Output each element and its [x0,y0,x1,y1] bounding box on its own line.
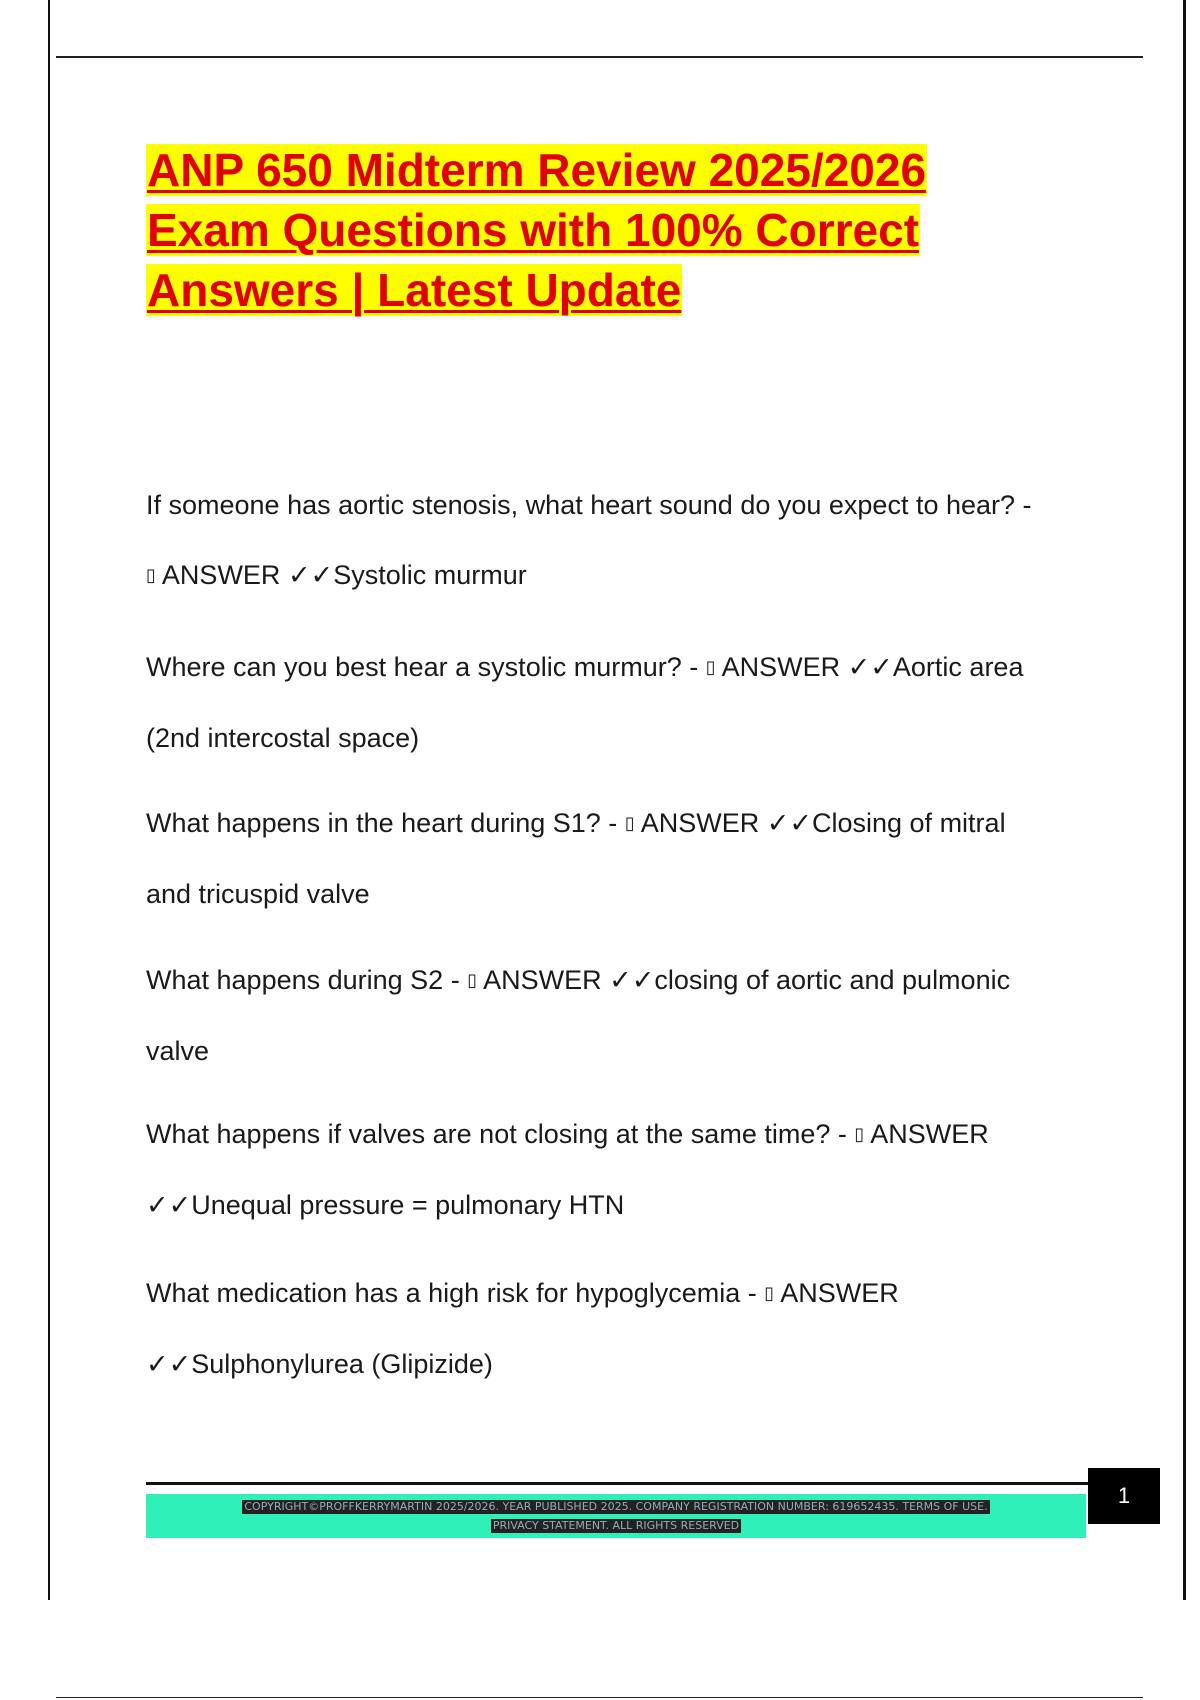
box-glyph-icon: ▯ [854,1124,865,1145]
answer-label: ANSWER [780,1278,899,1308]
question-text: What medication has a high risk for hypoglycemia - [146,1278,765,1308]
double-check-icon: ✓✓ [766,808,812,839]
page-left-border [48,0,50,1600]
qa-item-1 [146,470,1086,611]
answer-text: Aortic area [892,652,1024,682]
question-line [146,1099,1086,1170]
footer-rule [146,1482,1088,1485]
question-line [146,788,1086,859]
qa-item-2 [146,632,1086,773]
box-glyph-icon: ▯ [624,813,635,834]
answer-text: Sulphonylurea (Glipizide) [191,1349,493,1379]
double-check-icon: ✓✓ [146,1349,192,1380]
question-line [146,945,1086,1016]
top-rule [56,56,1143,58]
question-line [146,632,1086,703]
box-glyph-icon: ▯ [705,657,716,678]
qa-item-6 [146,1258,1086,1400]
answer-line [146,1170,1086,1241]
qa-item-5 [146,1099,1086,1241]
double-check-icon: ✓✓ [287,560,334,591]
answer-label: ANSWER [870,1119,989,1149]
answer-line [146,540,1086,611]
answer-label: ANSWER [721,652,848,682]
question-text: Where can you best hear a systolic murmur? - [146,652,706,682]
answer-continuation: valve [146,1036,210,1066]
page-right-border [1183,0,1186,1600]
copyright-banner [146,1494,1086,1538]
qa-item-4 [146,945,1086,1086]
title-line-2: Exam Questions with 100% Correct [147,204,920,256]
question-text: What happens during S2 - [146,965,468,995]
answer-continuation: and tricuspid valve [146,879,370,909]
answer-line [146,1329,1086,1400]
question-text: What happens if valves are not closing at the same time? - [146,1119,855,1149]
double-check-icon: ✓✓ [847,652,893,683]
bottom-rule [56,1697,1143,1698]
question-text: What happens in the heart during S1? - [146,808,625,838]
box-glyph-icon: ▯ [146,565,156,586]
answer-text: Unequal pressure = pulmonary HTN [191,1190,625,1220]
document-title [146,140,986,320]
question-line [146,1258,1086,1329]
answer-text: closing of aortic and pulmonic [654,965,1011,995]
answer-label: ANSWER [640,808,767,838]
page-number: 1 [1088,1468,1160,1524]
answer-text: Closing of mitral [812,808,1006,838]
box-glyph-icon: ▯ [764,1283,775,1304]
box-glyph-icon: ▯ [467,970,478,991]
title-line-3: Answers | Latest Update [147,264,682,316]
copyright-line-2: PRIVACY STATEMENT. ALL RIGHTS RESERVED [492,1519,740,1532]
answer-label: ANSWER [161,560,288,590]
answer-label: ANSWER [483,965,610,995]
title-line-1: ANP 650 Midterm Review 2025/2026 [147,144,927,196]
question-text: If someone has aortic stenosis, what heart sound do you expect to hear? - [146,490,1032,520]
copyright-line-1: COPYRIGHT©PROFFKERRYMARTIN 2025/2026. YEAR PUBLISHED 2025. COMPANY REGISTRATION NUMBER: 619652435. TERMS OF USE. [244,1500,988,1513]
double-check-icon: ✓✓ [609,965,655,996]
answer-continuation: (2nd intercostal space) [146,723,420,753]
qa-item-3 [146,788,1086,929]
answer-text: Systolic murmur [333,560,527,590]
double-check-icon: ✓✓ [146,1190,192,1221]
